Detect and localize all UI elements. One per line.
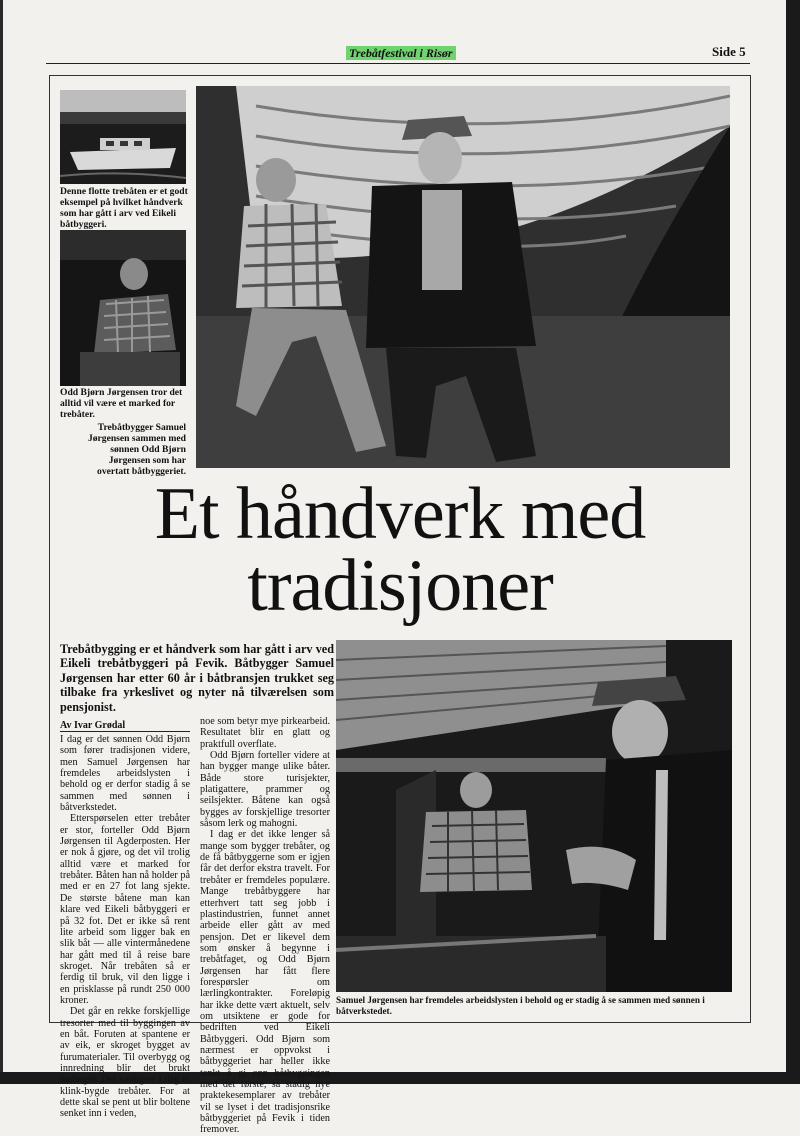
boat-photo xyxy=(60,90,186,184)
workshop-interior-photo xyxy=(336,640,732,992)
body-paragraph: Det går en rekke forskjellige tresorter med til byggingen av en båt. Foruten at spantene er av eik, er skroget bygget av furumaterialer. Til overbygg og innredning blir det brukt mahogni. Det vanligste i dag er klink-bygde trebåter. For at dette skal se pent ut blir boltene senket inn i veden, xyxy=(60,1006,190,1120)
lead-paragraph: Trebåtbygging er et håndverk som har gått i arv ved Eikeli trebåtbyggeri på Fevik. Båtbygger Samuel Jørgensen har etter 60 år i båtbransjen trukket seg tilbake fra yrkeslivet og nyter nå tilværelsen som pensjonist. xyxy=(60,642,334,714)
body-paragraph: Odd Bjørn forteller videre at han bygger mange ulike båter. Både store turisjekter, platigattere, prammer og seilsjekter. Båtene kan også bygges av forskjellige tresorter såsom lerk og mahogni. xyxy=(200,750,330,830)
caption-samuel-son: Trebåtbygger Samuel Jørgensen sammen med sønnen Odd Bjørn Jørgensen som har overtatt båtbyggeriet. xyxy=(87,422,186,477)
header-rule xyxy=(46,63,750,64)
body-paragraph: I dag er det ikke lenger så mange som bygger trebåter, og de få båtbyggerne som er igjen får det derfor ekstra travelt. For trebåter er fremdeles populære. Mange trebåtbyggere har etterhvert tatt seg jobb i plastindustrien, funnet annet arbeide eller gått av med pensjon. Det er likevel dem som ønsker å begynne i trebåtfaget, og Odd Bjørn Jørgensen har fått flere forespørsler om lærlingkontrakter. Foreløpig har ikke dette vært aktuelt, selv om utsiktene er gode for bedriften ved Eikeli Båtbyggeri. Odd Bjørn som nærmest er oppvokst i båtbyggeriet har heller ikke tenkt å gi opp båtbyggingen med det første, så stadig nye praktekesemplarer av trebåter vil se lyset i det tradisjonsrike båtbyggeriet på Fevik i tiden fremover. xyxy=(200,829,330,1136)
caption-boat: Denne flotte trebåten er et godt eksempel på hvilket håndverk som har gått i arv ved Eikeli båtbyggeri. xyxy=(60,186,188,230)
body-column-1 xyxy=(60,734,190,1120)
body-paragraph: Etterspørselen etter trebåter er stor, forteller Odd Bjørn Jørgensen til Agderposten. Her er nok å gjøre, og det vil trolig alltid være et marked for trebåter. Båten han nå holder på med er en 27 fot lang sjekte. De største båtene man kan klare ved Eikeli båtbyggeri er på 32 fot. Det er ikke så rent lite arbeid som ligger bak en slik båt — alle vintermånedene har gått med til å reise bare skroget. Når trebåten så er ferdig til bruk, vil den ligge i en prisklasse på rundt 250 000 kroner. xyxy=(60,813,190,1006)
odd-bjorn-photo xyxy=(60,230,186,386)
page-number: Side 5 xyxy=(712,44,746,59)
main-workshop-photo xyxy=(196,86,730,468)
section-header: Trebåtfestival i Risør xyxy=(346,46,456,60)
body-paragraph: noe som betyr mye pirkearbeid. Resultatet blir en glatt og praktfull overflate. xyxy=(200,716,330,750)
body-paragraph: I dag er det sønnen Odd Bjørn som fører tradisjonen videre, men Samuel Jørgensen har fremdeles arbeidslysten i behold og er derfor stadig å se sammen med sønnen i båtverkstedet. xyxy=(60,734,190,814)
scan-edge-left xyxy=(0,0,3,1084)
caption-odd-bjorn: Odd Bjørn Jørgensen tror det alltid vil være et marked for trebåter. xyxy=(60,387,183,420)
scan-edge-right xyxy=(786,0,800,1084)
headline-line-2: tradisjoner xyxy=(247,545,553,627)
body-column-2 xyxy=(200,716,330,1136)
caption-bottom-photo: Samuel Jørgensen har fremdeles arbeidslysten i behold og er stadig å se sammen med sønnen i båtverkstedet. xyxy=(336,995,705,1016)
byline: Av Ivar Grødal xyxy=(60,720,190,732)
headline-line-1: Et håndverk med xyxy=(154,473,646,555)
